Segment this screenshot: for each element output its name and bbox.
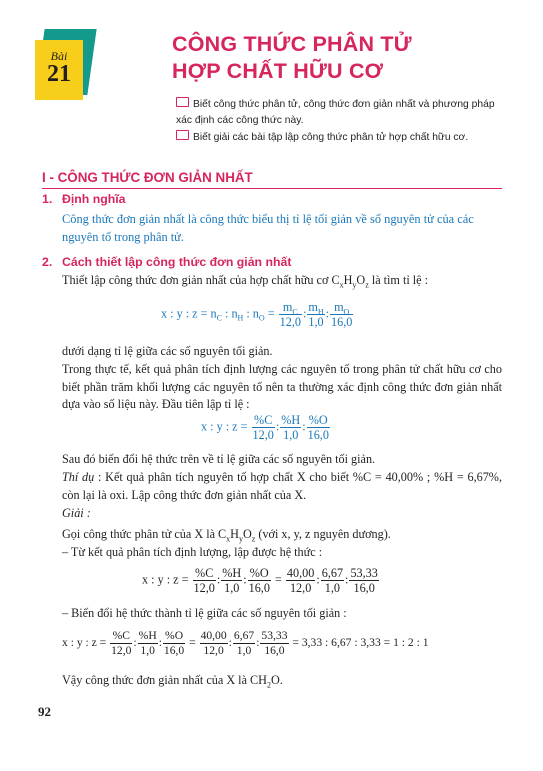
frac-den: 1,0 [236, 644, 252, 657]
frac-den: 12,0 [203, 644, 224, 657]
formula-text: x : y : z = n [161, 306, 217, 321]
paragraph-text: là tìm tỉ lệ : [368, 273, 429, 287]
formula-text: x : y : z = [62, 636, 107, 650]
paragraph-text: Vậy công thức đơn giản nhất của X là CH [62, 673, 267, 687]
subsection-heading-1 [42, 192, 126, 206]
lesson-title-line-2: HỢP CHẤT HỮU CƠ [172, 59, 384, 83]
goal-item [176, 97, 506, 128]
example-text: : Kết quả phân tích nguyên tố hợp chất X cho biết %C = 40,00% ; %H = 6,67%, còn lại là oxi. Lập công thức đơn giản nhất của X. [62, 470, 502, 502]
frac-num: %C [110, 629, 132, 644]
frac-num: 40,00 [200, 629, 227, 642]
example-paragraph [62, 469, 502, 504]
frac-num: %O [248, 566, 271, 581]
frac-num: %O [163, 629, 185, 644]
frac-den: 16,0 [264, 644, 285, 657]
section-heading: I - CÔNG THỨC ĐƠN GIẢN NHẤT [42, 170, 253, 185]
subsection-number: 2. [42, 255, 53, 269]
paragraph: Vậy công thức đơn giản nhất của X là $CH_2O$. [62, 673, 283, 690]
frac-num: %H [281, 413, 301, 427]
formula-text: x : y : z = [142, 572, 189, 587]
subsection-title: Cách thiết lập công thức đơn giản nhất [62, 255, 292, 269]
definition-text: Công thức đơn giản nhất là công thức biểu thị tỉ lệ tối giản về số nguyên tử của các nguyên tố trong phân tử. [62, 212, 474, 244]
paragraph: dưới dạng tỉ lệ giữa các số nguyên tối giản. [62, 344, 273, 358]
frac-num: 53,33 [350, 566, 378, 580]
formula-moles: x : y : $z = n_C$ : $n_H$ : $n_O$ = $\frac{m_C}{12,0}$ : $\frac{m_H}{1,0}$ : $\frac{m_O}{16,0}$ [161, 300, 353, 329]
paragraph: Trong thực tế, kết quả phân tích định lượng các nguyên tố trong phân tử chất hữu cơ cho biết phần trăm khối lượng các nguyên tố nên ta thường xác định công thức đơn giản nhất dựa vào số liệu này. Đầu tiên lập tỉ lệ : [62, 362, 502, 411]
frac-den: 16,0 [307, 428, 329, 442]
frac-num: %C [193, 566, 216, 581]
example-label: Thí dụ [62, 470, 95, 484]
fraction [252, 413, 275, 442]
formula-percent: x : y : z = $\frac{\%C}{12,0}$ : $\frac{\%H}{1,0}$ : $\frac{\%O}{16,0}$ [201, 413, 329, 442]
frac-num: 6,67 [321, 566, 344, 580]
frac-den: 12,0 [289, 581, 312, 595]
fraction [321, 566, 344, 595]
lesson-badge [35, 40, 83, 100]
fraction [307, 413, 330, 442]
formula-text: x : y : z = [201, 419, 248, 434]
frac-den: 1,0 [308, 315, 324, 329]
lesson-label: Bài [50, 49, 68, 63]
formula-result: = 3,33 : 6,67 : 3,33 = 1 : 2 : 1 [292, 636, 429, 650]
paragraph: Sau đó biến đổi hệ thức trên về tỉ lệ giữa các số nguyên tối giản. [62, 452, 376, 466]
frac-den: 12,0 [252, 428, 274, 442]
fraction: $\frac{m_H}{1,0}$ [308, 300, 324, 329]
frac-num: 6,67 [233, 629, 255, 642]
frac-num: %H [138, 629, 157, 642]
frac-num: %H [222, 566, 242, 580]
fraction [193, 566, 216, 595]
frac-den: 1,0 [224, 581, 240, 595]
section-rule [42, 188, 502, 189]
fraction [260, 629, 288, 658]
fraction [163, 629, 185, 658]
frac-num: %C [252, 413, 275, 428]
fraction [233, 629, 255, 658]
frac-num: 40,00 [286, 566, 315, 580]
paragraph-text: Thiết lập công thức đơn giản nhất của hợp chất hữu cơ C [62, 273, 340, 287]
frac-den: 16,0 [248, 581, 270, 595]
frac-num: m [334, 300, 344, 314]
fraction [280, 413, 301, 442]
folder-icon [176, 130, 189, 140]
frac-den: 12,0 [111, 644, 132, 657]
fraction [138, 629, 158, 658]
frac-den: 16,0 [163, 644, 185, 657]
subsection-number: 1. [42, 192, 53, 206]
frac-den: 12,0 [279, 315, 301, 329]
fraction [200, 629, 228, 658]
frac-den: 1,0 [324, 581, 340, 595]
fraction: $\frac{m_O}{16,0}$ [331, 300, 353, 329]
paragraph: – Từ kết quả phân tích định lượng, lập được hệ thức : [62, 545, 323, 559]
paragraph-text: (với x, y, z nguyên dương). [255, 527, 391, 541]
subsection-title: Định nghĩa [62, 192, 126, 206]
paragraph-text: O. [270, 673, 283, 687]
frac-den: 1,0 [140, 644, 155, 657]
paragraph: – Biến đổi hệ thức thành tỉ lệ giữa các số nguyên tối giản : [62, 606, 347, 620]
frac-num: m [282, 300, 293, 314]
page-number: 92 [38, 704, 51, 719]
solution-label [62, 505, 502, 523]
solution-label-text: Giải : [62, 506, 91, 520]
paragraph: Thiết lập công thức đơn giản nhất của hợp chất hữu cơ $C_xH_yO_z$ là tìm tỉ lệ : [62, 273, 429, 290]
fraction [110, 629, 132, 658]
goal-text: Biết giải các bài tập lập công thức phân tử hợp chất hữu cơ. [193, 132, 469, 143]
formula-example-simplify: x : y : z = $\frac{\%C}{12,0}$ : $\frac{\%H}{1,0}$ : $\frac{\%O}{16,0}$ = $\frac{40,00}{12,0}$ : $\frac{6,67}{1,0}$ : $\frac{53,33}{16,0}$ = 3,33 : 6,67 : 3,33 = 1 : 2 : 1 [62, 629, 429, 657]
fraction [286, 566, 315, 595]
frac-den: 16,0 [353, 581, 375, 595]
goal-text: Biết công thức phân tử, công thức đơn giản nhất và phương pháp xác định các công thức này. [176, 99, 495, 126]
fraction [221, 566, 242, 595]
frac-num: 53,33 [261, 629, 288, 642]
frac-den: 16,0 [331, 315, 353, 329]
paragraph: Gọi công thức phân tử của X là $C_xH_yO_z$ (với x, y, z nguyên dương). [62, 527, 391, 544]
frac-num: m [308, 300, 318, 314]
paragraph-text: Gọi công thức phân tử của X là C [62, 527, 227, 541]
frac-den: 12,0 [193, 581, 215, 595]
lesson-title-line-1: CÔNG THỨC PHÂN TỬ [172, 32, 412, 56]
formula-example-ratio: x : y : z = $\frac{\%C}{12,0}$ : $\frac{\%H}{1,0}$ : $\frac{\%O}{16,0}$ = $\frac{40,00}{12,0}$ : $\frac{6,67}{1,0}$ : $\frac{53,33}{16,0}$ [142, 566, 378, 595]
subsection-heading-2 [42, 255, 291, 269]
fraction: $\frac{m_C}{12,0}$ [279, 300, 301, 329]
fraction [248, 566, 271, 595]
frac-num: %O [307, 413, 330, 428]
fraction [349, 566, 378, 595]
goal-item [176, 130, 506, 146]
lesson-number: 21 [47, 61, 71, 87]
folder-icon [176, 97, 189, 107]
frac-den: 1,0 [283, 428, 299, 442]
